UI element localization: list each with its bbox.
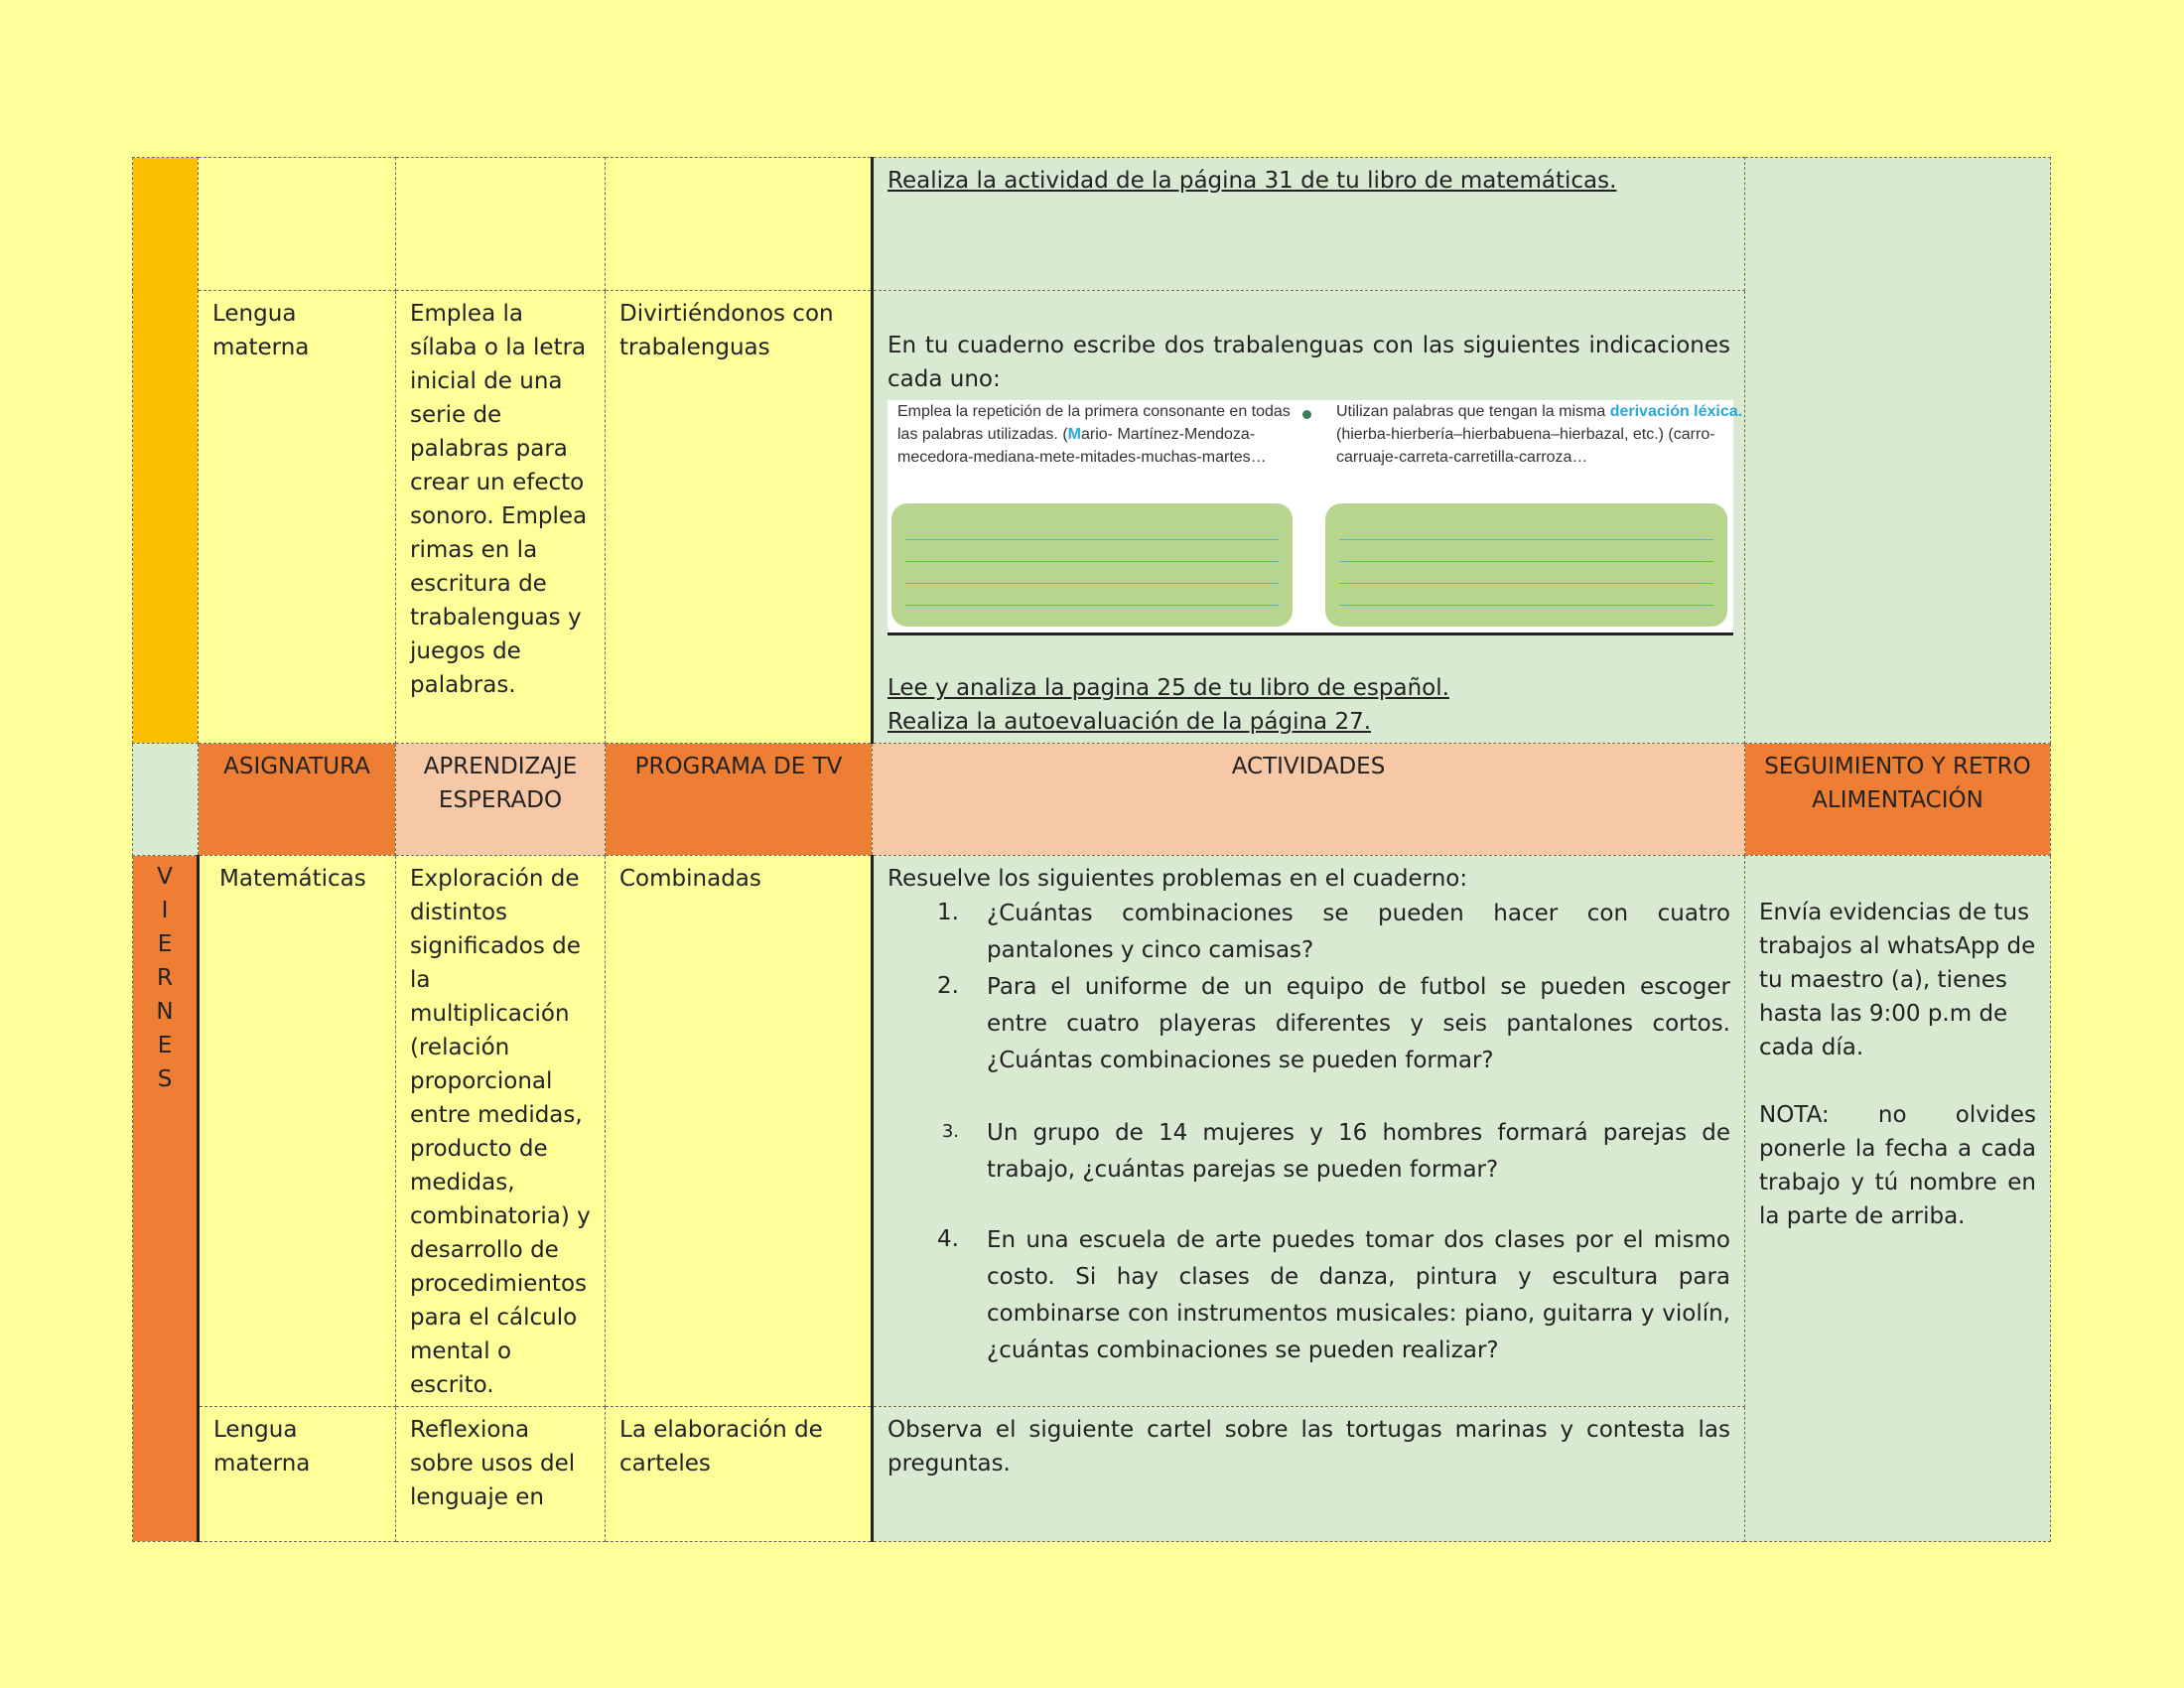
worksheet-instruction-right: Utilizan palabras que tengan la misma derivación léxica. (hierba-hierbería–hierbabuena–hierbazal, etc.) (carro-carruaje-carreta-carretilla-carroza… [1336,403,1743,466]
subject-cell [199,158,396,291]
subject-text: Matemáticas [219,866,366,892]
learning-text: Emplea la sílaba o la letra inicial de una serie de palabras para crear un efecto sonoro. Emplea rimas en la escritura de trabalenguas y juegos de palabras. [410,301,588,698]
bullet-icon [1302,410,1311,419]
math-activity-text: Realiza la actividad de la página 31 de tu libro de matemáticas. [887,168,1617,194]
header-program: PROGRAMA DE TV [606,744,873,856]
day-label-viernes: V I E R N E S [133,856,199,1542]
activities-cell [873,291,1745,744]
learning-text: Exploración de distintos significados de la multiplicación (relación proporcional entre medidas, producto de medidas, combinatoria) y desarrollo de procedimientos para el cálculo mental o escrito. [410,866,591,1398]
worksheet-image [887,400,1743,635]
activity-text: Observa el siguiente cartel sobre las tortugas marinas y contesta las preguntas. [887,1417,1730,1477]
followup-cell [1745,856,2051,1542]
header-row [133,744,2051,856]
worksheet-instruction-left: Emplea la repetición de la primera consonante en todas las palabras utilizadas. (Mario- Martínez-Mendoza-mecedora-mediana-mete-mitades-muchas-martes… [897,403,1291,466]
followup-text: Envía evidencias de tus trabajos al whatsApp de tu maestro (a), tienes hasta las 9:00 p.m de cada día. [1759,900,2036,1060]
subject-text: Lengua materna [213,1417,311,1477]
header-followup: SEGUIMIENTO Y RETROALIMENTACIÓN [1745,744,2051,856]
activity-read-text: Lee y analiza la pagina 25 de tu libro de español. [887,675,1449,701]
activities-cell [873,1407,1745,1542]
learning-text: Reflexiona sobre usos del lenguaje en [410,1417,576,1510]
table-row [133,158,2051,291]
writing-box-right [1325,503,1727,627]
activity-selfeval-text: Realiza la autoevaluación de la página 27. [887,709,1372,735]
list-item: 3. Un grupo de 14 mujeres y 16 hombres formará parejas de trabajo, ¿cuántas parejas se pueden formar? [941,1120,1730,1183]
weekly-plan-table [132,157,2051,1542]
learning-cell [396,856,606,1407]
header-subject: ASIGNATURA [199,744,396,856]
note-text: NOTA: no olvides ponerle la fecha a cada trabajo y tú nombre en la parte de arriba. [1759,1102,2036,1229]
day-marker-cell [133,158,199,744]
subject-cell [199,1407,396,1542]
program-text: Combinadas [619,866,761,892]
list-item: 2. Para el uniforme de un equipo de futbol se pueden escoger entre cuatro playeras diferentes y seis pantalones cortos. ¿Cuántas combinaciones se pueden formar? [937,973,1730,1073]
learning-cell [396,158,606,291]
header-learning: APRENDIZAJE ESPERADO [396,744,606,856]
program-cell [606,291,873,744]
program-cell [606,1407,873,1542]
program-cell [606,158,873,291]
header-activities: ACTIVIDADES [873,744,1745,856]
activity-intro: En tu cuaderno escribe dos trabalenguas con las siguientes indicaciones cada uno: [887,333,1730,392]
list-item: 4. En una escuela de arte puedes tomar dos clases por el mismo costo. Si hay clases de danza, pintura y escultura para combinarse con instrumentos musicales: piano, guitarra y violín, ¿cuántas combinaciones se pueden realizar? [937,1226,1730,1363]
program-text: La elaboración de carteles [619,1417,823,1477]
subject-cell [199,856,396,1407]
problem-list [887,896,1730,1369]
followup-cell [1745,158,2051,744]
writing-box-left [891,503,1293,627]
list-item: 1. ¿Cuántas combinaciones se pueden hacer con cuatro pantalones y cinco camisas? [937,900,1730,963]
learning-cell [396,291,606,744]
learning-cell [396,1407,606,1542]
program-cell [606,856,873,1407]
subject-text: Lengua materna [212,301,310,360]
program-text: Divirtiéndonos con trabalenguas [619,301,834,360]
header-blank-cell [133,744,199,856]
activities-cell [873,158,1745,291]
table-row [133,856,2051,1407]
subject-cell [199,291,396,744]
activity-intro: Resuelve los siguientes problemas en el cuaderno: [887,866,1468,892]
activities-cell [873,856,1745,1407]
